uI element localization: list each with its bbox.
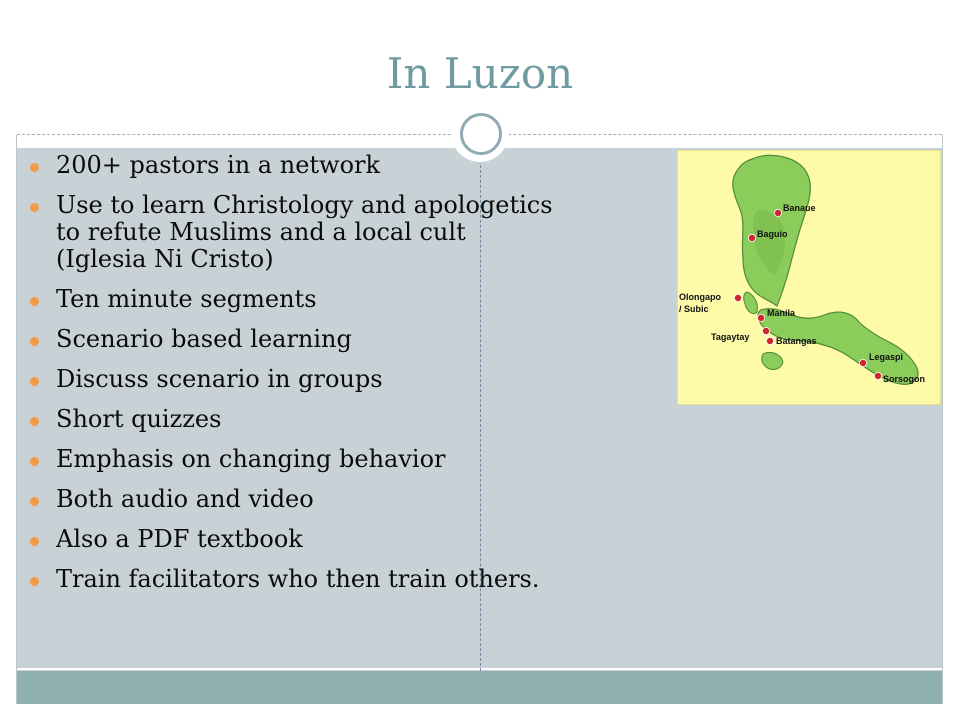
map-marker [748, 234, 755, 241]
bullet-item [30, 406, 560, 433]
slide-title: In Luzon [386, 49, 574, 98]
bullet-item [30, 366, 560, 393]
label-batangas: Batangas [776, 336, 817, 346]
bullet-text: Both audio and video [56, 485, 314, 513]
map-marker [757, 314, 764, 321]
bullet-text: Emphasis on changing behavior [56, 445, 446, 473]
bullet-text: Discuss scenario in groups [56, 365, 383, 393]
bullet-item [30, 192, 560, 273]
label-baguio: Baguio [757, 229, 788, 239]
bullet-dot-icon [30, 497, 39, 506]
bullet-text: Ten minute segments [56, 285, 317, 313]
bullet-item [30, 526, 560, 553]
map-marker [766, 337, 773, 344]
bottom-band [17, 671, 942, 704]
bullet-text: Train facilitators who then train others. [56, 565, 540, 593]
bullet-text: Use to learn Christology and apologetics to refute Muslims and a local cult (Iglesia Ni Cristo) [56, 191, 553, 273]
bullet-dot-icon [30, 297, 39, 306]
bullet-text: Scenario based learning [56, 325, 352, 353]
bullet-dot-icon [30, 457, 39, 466]
bullet-item [30, 152, 560, 179]
bullet-list [30, 152, 560, 606]
bullet-text: Also a PDF textbook [56, 525, 303, 553]
luzon-map [677, 150, 941, 405]
bullet-dot-icon [30, 377, 39, 386]
label-banaue: Banaue [783, 203, 816, 213]
map-marker [734, 294, 741, 301]
label-olongapo: Olongapo [679, 292, 721, 302]
map-marker [774, 209, 781, 216]
circle-ring [460, 113, 502, 155]
label-tagaytay: Tagaytay [711, 332, 750, 342]
bullet-item [30, 566, 560, 593]
label-subic: / Subic [679, 304, 709, 314]
map-marker [874, 372, 881, 379]
bullet-dot-icon [30, 203, 39, 212]
map-marker [859, 359, 866, 366]
label-legaspi: Legaspi [869, 352, 904, 362]
bullet-item [30, 446, 560, 473]
bullet-item [30, 326, 560, 353]
luzon-map-svg [677, 150, 941, 405]
label-manila: Manila [767, 308, 796, 318]
bullet-item [30, 286, 560, 313]
map-marker [762, 327, 769, 334]
bullet-text: Short quizzes [56, 405, 222, 433]
bullet-dot-icon [30, 577, 39, 586]
bullet-item [30, 486, 560, 513]
label-sorsogon: Sorsogon [883, 374, 925, 384]
bullet-dot-icon [30, 537, 39, 546]
bullet-text: 200+ pastors in a network [56, 151, 381, 179]
bullet-dot-icon [30, 163, 39, 172]
bullet-dot-icon [30, 417, 39, 426]
bullet-dot-icon [30, 337, 39, 346]
